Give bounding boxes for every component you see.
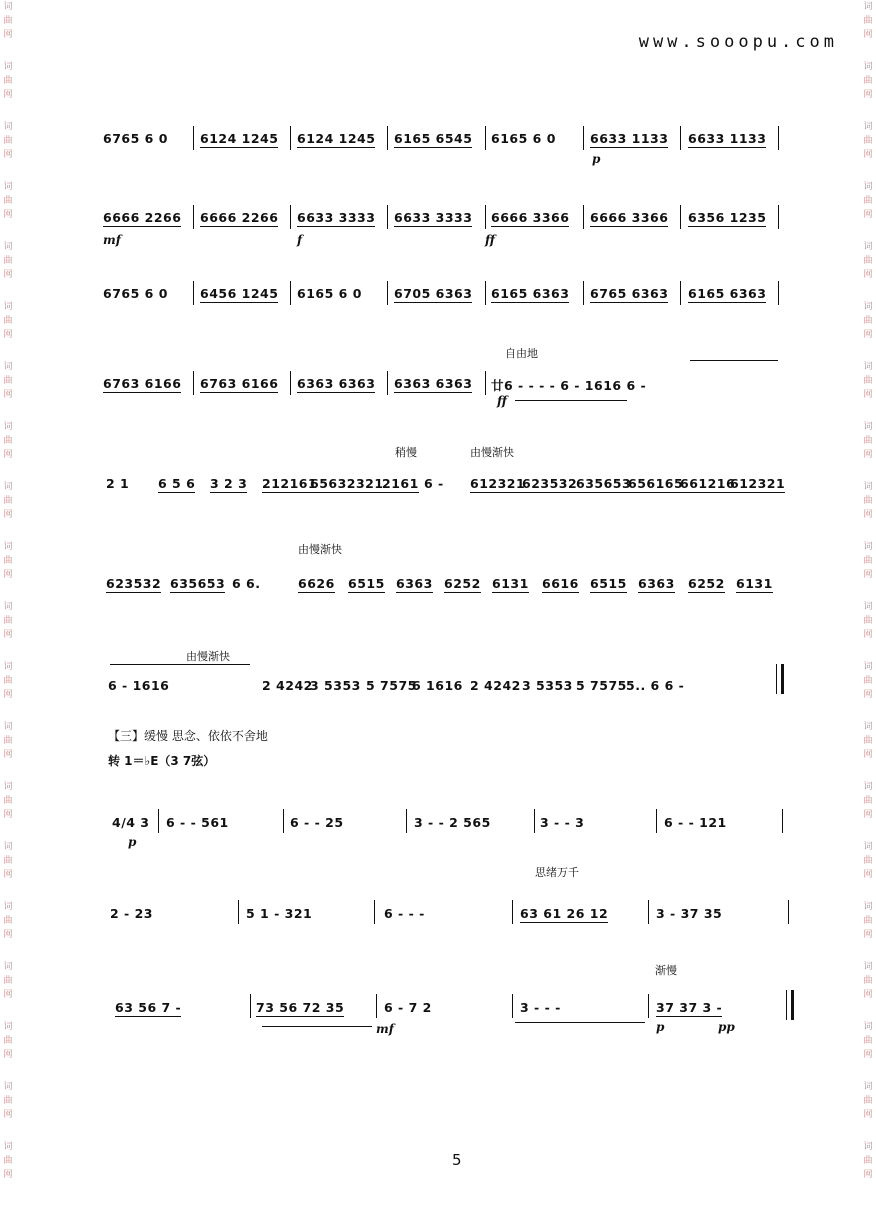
- watermark-glyph: 网: [863, 90, 873, 100]
- watermark-glyph: 词: [863, 1082, 873, 1092]
- measure: 6165 6363: [688, 286, 767, 301]
- barline: [283, 809, 284, 833]
- watermark-glyph: 词: [863, 62, 873, 72]
- barline: [376, 994, 377, 1018]
- watermark-glyph: 网: [863, 450, 873, 460]
- measure: 3 - - 3: [540, 815, 585, 830]
- tempo-annotation: 由慢渐快: [298, 543, 342, 556]
- watermark-glyph: 曲: [863, 856, 873, 866]
- measure: 3 - 37 35: [656, 906, 723, 921]
- measure: 6763 6166: [200, 376, 279, 391]
- measure: 5.. 6 6 -: [626, 678, 685, 693]
- watermark-glyph: 曲: [3, 196, 13, 206]
- watermark-glyph: 网: [863, 810, 873, 820]
- measure: 6705 6363: [394, 286, 473, 301]
- watermark-glyph: 曲: [3, 376, 13, 386]
- watermark-glyph: 曲: [863, 436, 873, 446]
- watermark-glyph: 曲: [863, 616, 873, 626]
- measure: 6456 1245: [200, 286, 279, 301]
- watermark-glyph: 词: [3, 842, 13, 852]
- watermark-glyph: 词: [863, 182, 873, 192]
- barline: [193, 371, 194, 395]
- watermark-glyph: 网: [863, 30, 873, 40]
- barline: [512, 994, 513, 1018]
- barline: [648, 900, 649, 924]
- watermark-glyph: 曲: [3, 1156, 13, 1166]
- watermark-glyph: 曲: [3, 136, 13, 146]
- dynamic-marking: pp: [718, 1020, 735, 1034]
- watermark-glyph: 词: [863, 302, 873, 312]
- measure: 6 5 6: [158, 476, 196, 491]
- slur-line: [110, 664, 250, 665]
- watermark-glyph: 词: [3, 122, 13, 132]
- barline: [583, 205, 584, 229]
- tempo-annotation: 自由地: [505, 347, 538, 360]
- measure: 3 - - -: [520, 1000, 561, 1015]
- barline: [485, 126, 486, 150]
- measure: 656165: [628, 476, 684, 491]
- measure: 6363: [396, 576, 433, 591]
- measure: 6515: [348, 576, 385, 591]
- dynamic-marking: p: [656, 1020, 665, 1034]
- tempo-annotation: 由慢渐快: [470, 446, 514, 459]
- watermark-glyph: 网: [863, 570, 873, 580]
- watermark-glyph: 网: [863, 390, 873, 400]
- watermark-glyph: 词: [863, 782, 873, 792]
- barline: [387, 371, 388, 395]
- barline: [485, 205, 486, 229]
- barline: [290, 126, 291, 150]
- site-url[interactable]: www.sooopu.com: [638, 32, 838, 52]
- watermark-glyph: 词: [863, 1022, 873, 1032]
- barline: [290, 371, 291, 395]
- watermark-glyph: 词: [863, 1142, 873, 1152]
- measure: 6666 3366: [491, 210, 570, 225]
- watermark-glyph: 曲: [3, 496, 13, 506]
- watermark-glyph: 词: [3, 362, 13, 372]
- barline: [788, 900, 789, 924]
- measure: 212161: [262, 476, 318, 491]
- watermark-glyph: 词: [863, 362, 873, 372]
- watermark-glyph: 词: [3, 2, 13, 12]
- watermark-glyph: 曲: [863, 976, 873, 986]
- measure: 4/4 3: [112, 815, 150, 830]
- measure: 635653: [170, 576, 226, 591]
- decrescendo-line: [515, 400, 627, 401]
- watermark-glyph: 网: [3, 330, 13, 340]
- decrescendo-line: [515, 1022, 645, 1023]
- watermark-glyph: 曲: [3, 736, 13, 746]
- barline: [680, 281, 681, 305]
- barline: [238, 900, 239, 924]
- watermark-glyph: 曲: [863, 676, 873, 686]
- measure: 6124 1245: [297, 131, 376, 146]
- watermark-glyph: 网: [3, 90, 13, 100]
- left-watermark-strip: [0, 0, 16, 1218]
- watermark-glyph: 网: [863, 270, 873, 280]
- barline: [778, 126, 779, 150]
- watermark-glyph: 网: [3, 570, 13, 580]
- measure: 5 1 - 321: [246, 906, 313, 921]
- watermark-glyph: 词: [863, 842, 873, 852]
- measure: 5 7575: [366, 678, 417, 693]
- measure: 65632321: [310, 476, 384, 491]
- barline: [374, 900, 375, 924]
- watermark-glyph: 曲: [863, 1096, 873, 1106]
- measure: 6131: [492, 576, 529, 591]
- watermark-glyph: 曲: [3, 436, 13, 446]
- barline: [406, 809, 407, 833]
- right-watermark-strip: [860, 0, 876, 1218]
- watermark-glyph: 网: [3, 30, 13, 40]
- watermark-glyph: 网: [3, 510, 13, 520]
- measure: 37 37 3 -: [656, 1000, 723, 1015]
- measure: 6765 6363: [590, 286, 669, 301]
- measure: 6666 2266: [200, 210, 279, 225]
- double-barline: [776, 664, 784, 694]
- watermark-glyph: 词: [3, 422, 13, 432]
- watermark-glyph: 网: [3, 870, 13, 880]
- watermark-glyph: 词: [3, 1022, 13, 1032]
- measure: 2 1: [106, 476, 130, 491]
- measure: 3 5353: [522, 678, 573, 693]
- measure: 6 6.: [232, 576, 261, 591]
- barline: [648, 994, 649, 1018]
- watermark-glyph: 词: [3, 242, 13, 252]
- barline: [290, 205, 291, 229]
- watermark-glyph: 词: [863, 602, 873, 612]
- barline: [290, 281, 291, 305]
- watermark-glyph: 曲: [863, 196, 873, 206]
- dynamic-marking: p: [592, 152, 601, 166]
- measure: 6363: [638, 576, 675, 591]
- barline: [778, 281, 779, 305]
- barline: [485, 281, 486, 305]
- watermark-glyph: 网: [3, 810, 13, 820]
- watermark-glyph: 网: [863, 690, 873, 700]
- barline: [485, 371, 486, 395]
- measure: 6666 2266: [103, 210, 182, 225]
- measure: 3 2 3: [210, 476, 248, 491]
- watermark-glyph: 词: [863, 422, 873, 432]
- barline: [583, 281, 584, 305]
- measure: 6616: [542, 576, 579, 591]
- watermark-glyph: 网: [3, 150, 13, 160]
- crescendo-line: [262, 1026, 372, 1027]
- measure: 63 61 26 12: [520, 906, 609, 921]
- measure: 6 - 7 2: [384, 1000, 432, 1015]
- barline: [680, 126, 681, 150]
- key-change: 转 1＝♭E（3 7弦）: [108, 754, 216, 768]
- double-barline: [786, 990, 794, 1020]
- watermark-glyph: 曲: [3, 796, 13, 806]
- measure: 6626: [298, 576, 335, 591]
- measure: 6356 1235: [688, 210, 767, 225]
- barline: [193, 281, 194, 305]
- watermark-glyph: 曲: [863, 136, 873, 146]
- measure: 6165 6363: [491, 286, 570, 301]
- tempo-annotation: 由慢渐快: [186, 650, 230, 663]
- measure: 6165 6545: [394, 131, 473, 146]
- page-number: 5: [452, 1151, 462, 1169]
- watermark-glyph: 网: [3, 270, 13, 280]
- watermark-glyph: 曲: [863, 1156, 873, 1166]
- watermark-glyph: 词: [3, 782, 13, 792]
- measure: 6124 1245: [200, 131, 279, 146]
- measure: 6 - 1616: [108, 678, 170, 693]
- dynamic-marking: f: [297, 233, 303, 247]
- watermark-glyph: 网: [3, 690, 13, 700]
- watermark-glyph: 词: [3, 1082, 13, 1092]
- watermark-glyph: 曲: [3, 16, 13, 26]
- measure: 6763 6166: [103, 376, 182, 391]
- watermark-glyph: 词: [863, 2, 873, 12]
- measure: 5 7575: [576, 678, 627, 693]
- watermark-glyph: 网: [863, 210, 873, 220]
- dynamic-marking: ff: [497, 394, 507, 408]
- watermark-glyph: 曲: [863, 556, 873, 566]
- barline: [656, 809, 657, 833]
- watermark-glyph: 词: [3, 1142, 13, 1152]
- watermark-glyph: 网: [863, 870, 873, 880]
- barline: [387, 281, 388, 305]
- measure: 6765 6 0: [103, 131, 168, 146]
- watermark-glyph: 词: [863, 962, 873, 972]
- measure: 6252: [688, 576, 725, 591]
- watermark-glyph: 网: [3, 210, 13, 220]
- watermark-glyph: 词: [863, 902, 873, 912]
- watermark-glyph: 曲: [863, 316, 873, 326]
- measure: 6 - - 121: [664, 815, 727, 830]
- watermark-glyph: 词: [863, 542, 873, 552]
- dynamic-marking: ff: [485, 233, 495, 247]
- watermark-glyph: 网: [863, 1170, 873, 1180]
- slur-line: [690, 360, 778, 361]
- measure: 612321: [730, 476, 786, 491]
- measure: 6363 6363: [394, 376, 473, 391]
- measure: 63 56 7 -: [115, 1000, 182, 1015]
- watermark-glyph: 网: [863, 330, 873, 340]
- watermark-glyph: 网: [3, 1170, 13, 1180]
- watermark-glyph: 网: [863, 1050, 873, 1060]
- barline: [534, 809, 535, 833]
- measure: 3 - - 2 565: [414, 815, 491, 830]
- measure: 73 56 72 35: [256, 1000, 345, 1015]
- measure: 6666 3366: [590, 210, 669, 225]
- measure: 2 4242: [262, 678, 313, 693]
- dynamic-marking: mf: [103, 233, 121, 247]
- watermark-glyph: 词: [863, 242, 873, 252]
- watermark-glyph: 网: [863, 150, 873, 160]
- watermark-glyph: 词: [863, 482, 873, 492]
- measure: 6515: [590, 576, 627, 591]
- watermark-glyph: 网: [3, 750, 13, 760]
- watermark-glyph: 曲: [863, 736, 873, 746]
- watermark-glyph: 曲: [863, 796, 873, 806]
- watermark-glyph: 网: [3, 990, 13, 1000]
- dynamic-marking: mf: [376, 1022, 394, 1036]
- tempo-annotation: 渐慢: [655, 964, 677, 977]
- watermark-glyph: 词: [3, 962, 13, 972]
- measure: 623532: [106, 576, 162, 591]
- barline: [778, 205, 779, 229]
- watermark-glyph: 词: [3, 62, 13, 72]
- watermark-glyph: 曲: [863, 916, 873, 926]
- dynamic-marking: p: [128, 835, 137, 849]
- measure: 6633 1133: [590, 131, 669, 146]
- tempo-annotation: 稍慢: [395, 446, 417, 459]
- expression-annotation: 思绪万千: [535, 866, 579, 879]
- measure: 3 5353: [310, 678, 361, 693]
- watermark-glyph: 曲: [3, 976, 13, 986]
- measure: 6252: [444, 576, 481, 591]
- watermark-glyph: 曲: [863, 76, 873, 86]
- measure: 635653: [576, 476, 632, 491]
- measure: 6131: [736, 576, 773, 591]
- barline: [680, 205, 681, 229]
- measure: 6 1616: [412, 678, 463, 693]
- measure: 6 - - -: [384, 906, 425, 921]
- watermark-glyph: 词: [3, 602, 13, 612]
- measure: 2161: [382, 476, 419, 491]
- watermark-glyph: 网: [3, 450, 13, 460]
- watermark-glyph: 网: [3, 390, 13, 400]
- watermark-glyph: 网: [3, 1110, 13, 1120]
- watermark-glyph: 网: [863, 990, 873, 1000]
- watermark-glyph: 词: [863, 722, 873, 732]
- watermark-glyph: 词: [3, 722, 13, 732]
- measure: 2 4242: [470, 678, 521, 693]
- watermark-glyph: 词: [3, 662, 13, 672]
- measure: 6165 6 0: [297, 286, 362, 301]
- measure: 6765 6 0: [103, 286, 168, 301]
- watermark-glyph: 网: [3, 930, 13, 940]
- watermark-glyph: 网: [863, 1110, 873, 1120]
- barline: [387, 205, 388, 229]
- barline: [387, 126, 388, 150]
- watermark-glyph: 曲: [3, 676, 13, 686]
- measure: 6633 1133: [688, 131, 767, 146]
- measure: 623532: [522, 476, 578, 491]
- watermark-glyph: 曲: [3, 316, 13, 326]
- measure: 661216: [680, 476, 736, 491]
- watermark-glyph: 曲: [863, 1036, 873, 1046]
- watermark-glyph: 曲: [3, 616, 13, 626]
- watermark-glyph: 词: [3, 542, 13, 552]
- watermark-glyph: 曲: [863, 256, 873, 266]
- watermark-glyph: 词: [3, 902, 13, 912]
- watermark-glyph: 曲: [863, 376, 873, 386]
- watermark-glyph: 网: [3, 1050, 13, 1060]
- watermark-glyph: 网: [863, 750, 873, 760]
- watermark-glyph: 曲: [3, 1096, 13, 1106]
- watermark-glyph: 网: [863, 510, 873, 520]
- watermark-glyph: 曲: [3, 76, 13, 86]
- barline: [193, 126, 194, 150]
- measure: 2 - 23: [110, 906, 153, 921]
- watermark-glyph: 曲: [863, 496, 873, 506]
- barline: [158, 809, 159, 833]
- measure: 6165 6 0: [491, 131, 556, 146]
- watermark-glyph: 曲: [3, 916, 13, 926]
- watermark-glyph: 词: [3, 182, 13, 192]
- watermark-glyph: 曲: [863, 16, 873, 26]
- section-title: 【三】缓慢 思念、依依不舍地: [108, 729, 268, 743]
- watermark-glyph: 词: [863, 122, 873, 132]
- measure: 6 - - 561: [166, 815, 229, 830]
- barline: [193, 205, 194, 229]
- barline: [583, 126, 584, 150]
- measure: 6633 3333: [297, 210, 376, 225]
- watermark-glyph: 曲: [3, 556, 13, 566]
- watermark-glyph: 词: [3, 482, 13, 492]
- measure: 612321: [470, 476, 526, 491]
- watermark-glyph: 网: [863, 630, 873, 640]
- barline: [250, 994, 251, 1018]
- barline: [782, 809, 783, 833]
- measure: 6 - - 25: [290, 815, 344, 830]
- watermark-glyph: 曲: [3, 256, 13, 266]
- barline: [512, 900, 513, 924]
- measure: 廿6 - - - - 6 - 1616 6 -: [491, 378, 647, 393]
- watermark-glyph: 网: [3, 630, 13, 640]
- watermark-glyph: 网: [863, 930, 873, 940]
- watermark-glyph: 词: [3, 302, 13, 312]
- measure: 6 -: [424, 476, 444, 491]
- watermark-glyph: 曲: [3, 1036, 13, 1046]
- measure: 6363 6363: [297, 376, 376, 391]
- watermark-glyph: 曲: [3, 856, 13, 866]
- watermark-glyph: 词: [863, 662, 873, 672]
- measure: 6633 3333: [394, 210, 473, 225]
